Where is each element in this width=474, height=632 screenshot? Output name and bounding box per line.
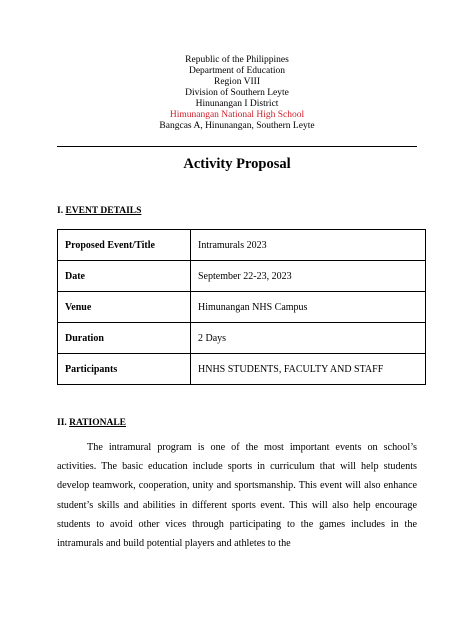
table-cell-value: Himunangan NHS Campus: [191, 292, 426, 323]
section-heading-event-details: [57, 206, 141, 216]
table-cell-label: Participants: [58, 354, 191, 385]
table-row: [58, 323, 426, 354]
letterhead-address: Bangcas A, Hinunangan, Southern Leyte: [159, 121, 315, 131]
table-cell-label: Venue: [58, 292, 191, 323]
table-cell-value: September 22-23, 2023: [191, 261, 426, 292]
section-heading-rationale: [57, 418, 126, 428]
table-row: [58, 261, 426, 292]
header-divider: [57, 146, 417, 147]
page-title: Activity Proposal: [183, 156, 291, 172]
letterhead-division: Division of Southern Leyte: [185, 88, 289, 98]
rationale-paragraph: The intramural program is one of the most important events on school’s activities. The basic education include sports in curriculum that will help students develop teamwork, cooperation, unity and sportsmanship. This event will also enhance student’s skills and abilities in different sports event. This will also help encourage students to avoid other vices through participating to the games includes in the intramurals and build potential players and athletes to the: [57, 442, 417, 550]
table-cell-value: HNHS STUDENTS, FACULTY AND STAFF: [191, 354, 426, 385]
table-cell-value: Intramurals 2023: [191, 230, 426, 261]
table-cell-label: Date: [58, 261, 191, 292]
letterhead-region: Region VIII: [214, 77, 260, 87]
section-number: II.: [57, 418, 67, 428]
table-row: [58, 230, 426, 261]
letterhead-school: Himunangan National High School: [169, 110, 305, 120]
table-cell-label: Proposed Event/Title: [58, 230, 191, 261]
table-cell-label: Duration: [58, 323, 191, 354]
section-number: I.: [57, 206, 64, 216]
section-label: EVENT DETAILS: [65, 206, 142, 216]
letterhead: [0, 55, 474, 132]
letterhead-district: Hinunangan I District: [195, 99, 279, 109]
event-details-table: [57, 229, 426, 385]
letterhead-country: Republic of the Philippines: [185, 55, 289, 65]
table-row: [58, 292, 426, 323]
letterhead-department: Department of Education: [188, 66, 286, 76]
section-label: RATIONALE: [69, 418, 126, 428]
table-cell-value: 2 Days: [191, 323, 426, 354]
table-row: [58, 354, 426, 385]
